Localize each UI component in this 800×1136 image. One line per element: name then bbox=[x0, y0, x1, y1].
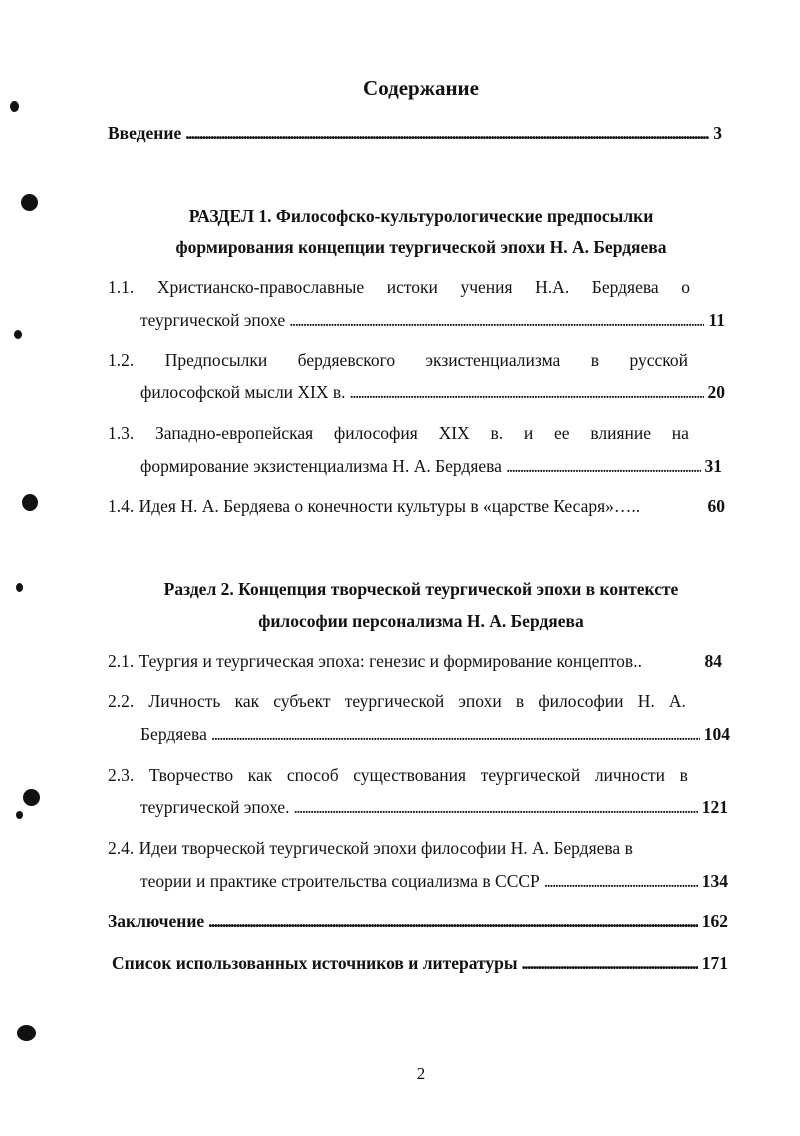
toc-page: 134 bbox=[701, 871, 728, 891]
toc-page: 3 bbox=[713, 123, 722, 143]
toc-item-2-4-line1: 2.4. Идеи творческой теургической эпохи философии Н. А. Бердяева в bbox=[108, 838, 633, 858]
word: Христианско-православные bbox=[156, 277, 365, 297]
toc-item-1-2-line2 bbox=[140, 381, 725, 403]
toc-page: 162 bbox=[701, 911, 728, 931]
word: способ bbox=[286, 765, 339, 785]
leader-dots bbox=[289, 309, 704, 331]
leader-dots bbox=[294, 796, 698, 818]
page-number: 2 bbox=[416, 1064, 426, 1083]
toc-page: 104 bbox=[703, 724, 730, 744]
word: в. bbox=[490, 423, 504, 443]
word: А. bbox=[668, 691, 686, 711]
leader-dots bbox=[208, 910, 698, 932]
word: теургической bbox=[344, 691, 445, 711]
word: 1.1. bbox=[108, 277, 135, 297]
leader-dots bbox=[350, 381, 704, 403]
toc-page: 171 bbox=[701, 953, 728, 973]
word: экзистенциализма bbox=[425, 350, 561, 370]
toc-label: теории и практике строительства социализма в СССР bbox=[140, 871, 540, 891]
leader-dots bbox=[522, 952, 698, 974]
word: в bbox=[515, 691, 525, 711]
word: философия bbox=[333, 423, 418, 443]
toc-item-2-1 bbox=[108, 650, 722, 672]
word: в bbox=[679, 765, 688, 785]
binder-hole-mark bbox=[22, 494, 38, 511]
toc-item-2-3-line2 bbox=[140, 796, 728, 818]
leader-dots bbox=[544, 870, 698, 892]
word: Личность bbox=[148, 691, 221, 711]
binder-hole-mark bbox=[21, 194, 38, 211]
binder-hole-mark bbox=[17, 1025, 36, 1041]
toc-label: философской мысли XIX в. bbox=[140, 382, 346, 402]
section-1-heading-line2: формирования концепции теургической эпохи Н. А. Бердяева bbox=[175, 237, 667, 257]
toc-page: 84 bbox=[704, 651, 722, 671]
toc-label: Введение bbox=[108, 123, 182, 143]
toc-item-2-3-line1 bbox=[108, 764, 688, 786]
toc-label: Заключение bbox=[108, 911, 205, 931]
toc-item-2-2-line2 bbox=[140, 723, 730, 745]
toc-item-1-3-line1 bbox=[108, 422, 689, 444]
toc-label: 1.4. Идея Н. А. Бердяева о конечности культуры в «царстве Кесаря»….. bbox=[108, 496, 641, 516]
binder-hole-mark bbox=[14, 330, 22, 339]
word: русской bbox=[629, 350, 688, 370]
toc-label: теургической эпохе bbox=[140, 310, 286, 330]
word: личности bbox=[594, 765, 666, 785]
word: Н.А. bbox=[535, 277, 570, 297]
word: философии bbox=[538, 691, 624, 711]
word: Творчество bbox=[148, 765, 234, 785]
word: Предпосылки bbox=[164, 350, 268, 370]
leader-dots bbox=[185, 122, 709, 144]
toc-item-2-2-line1 bbox=[108, 690, 686, 712]
toc-page: 11 bbox=[708, 310, 725, 330]
section-1-heading-line1: РАЗДЕЛ 1. Философско-культурологические предпосылки bbox=[188, 206, 654, 226]
word: XIX bbox=[438, 423, 470, 443]
word: влияние bbox=[590, 423, 652, 443]
toc-item-2-4-line2 bbox=[140, 870, 728, 892]
section-2-heading-line2: философии персонализма Н. А. Бердяева bbox=[258, 611, 584, 631]
word: эпохи bbox=[458, 691, 502, 711]
word: в bbox=[590, 350, 599, 370]
binder-hole-mark bbox=[16, 811, 23, 819]
word: субъект bbox=[273, 691, 331, 711]
word: существования bbox=[353, 765, 467, 785]
toc-page: 121 bbox=[701, 797, 728, 817]
leader-dots bbox=[211, 723, 700, 745]
toc-item-1-4 bbox=[108, 495, 725, 517]
binder-hole-mark bbox=[10, 101, 19, 112]
word: о bbox=[681, 277, 690, 297]
toc-label: 2.1. Теургия и теургическая эпоха: генезис и формирование концептов.. bbox=[108, 651, 642, 671]
toc-label: Бердяева bbox=[140, 724, 207, 744]
word: и bbox=[523, 423, 534, 443]
word: 1.2. bbox=[108, 350, 135, 370]
toc-item-1-1-line1 bbox=[108, 276, 690, 298]
section-2-heading-line1: Раздел 2. Концепция творческой теургической эпохи в контексте bbox=[163, 579, 679, 599]
toc-page: 31 bbox=[704, 456, 722, 476]
word: на bbox=[671, 423, 689, 443]
leader-dots bbox=[506, 455, 701, 477]
toc-label: Список использованных источников и литературы bbox=[112, 953, 518, 973]
word: бердяевского bbox=[297, 350, 396, 370]
word: Западно-европейская bbox=[155, 423, 314, 443]
toc-item-1-3-line2 bbox=[140, 455, 722, 477]
toc-intro bbox=[108, 122, 722, 144]
toc-label: формирование экзистенциализма Н. А. Бердяева bbox=[140, 456, 502, 476]
toc-sources bbox=[112, 952, 728, 974]
word: теургической bbox=[480, 765, 581, 785]
word: как bbox=[247, 765, 273, 785]
word: 1.3. bbox=[108, 423, 135, 443]
toc-item-1-1-line2 bbox=[140, 309, 725, 331]
word: 2.3. bbox=[108, 765, 135, 785]
toc-page: 20 bbox=[707, 382, 725, 402]
word: учения bbox=[460, 277, 513, 297]
word: Н. bbox=[637, 691, 655, 711]
word: Бердяева bbox=[591, 277, 659, 297]
word: 2.2. bbox=[108, 691, 135, 711]
word: ее bbox=[554, 423, 570, 443]
binder-hole-mark bbox=[23, 789, 40, 806]
toc-label: теургической эпохе. bbox=[140, 797, 290, 817]
toc-conclusion bbox=[108, 910, 728, 932]
word: истоки bbox=[386, 277, 438, 297]
page-title: Содержание bbox=[363, 76, 479, 100]
binder-hole-mark bbox=[16, 583, 23, 592]
word: как bbox=[234, 691, 260, 711]
toc-page: 60 bbox=[707, 496, 725, 516]
toc-item-1-2-line1 bbox=[108, 349, 688, 371]
